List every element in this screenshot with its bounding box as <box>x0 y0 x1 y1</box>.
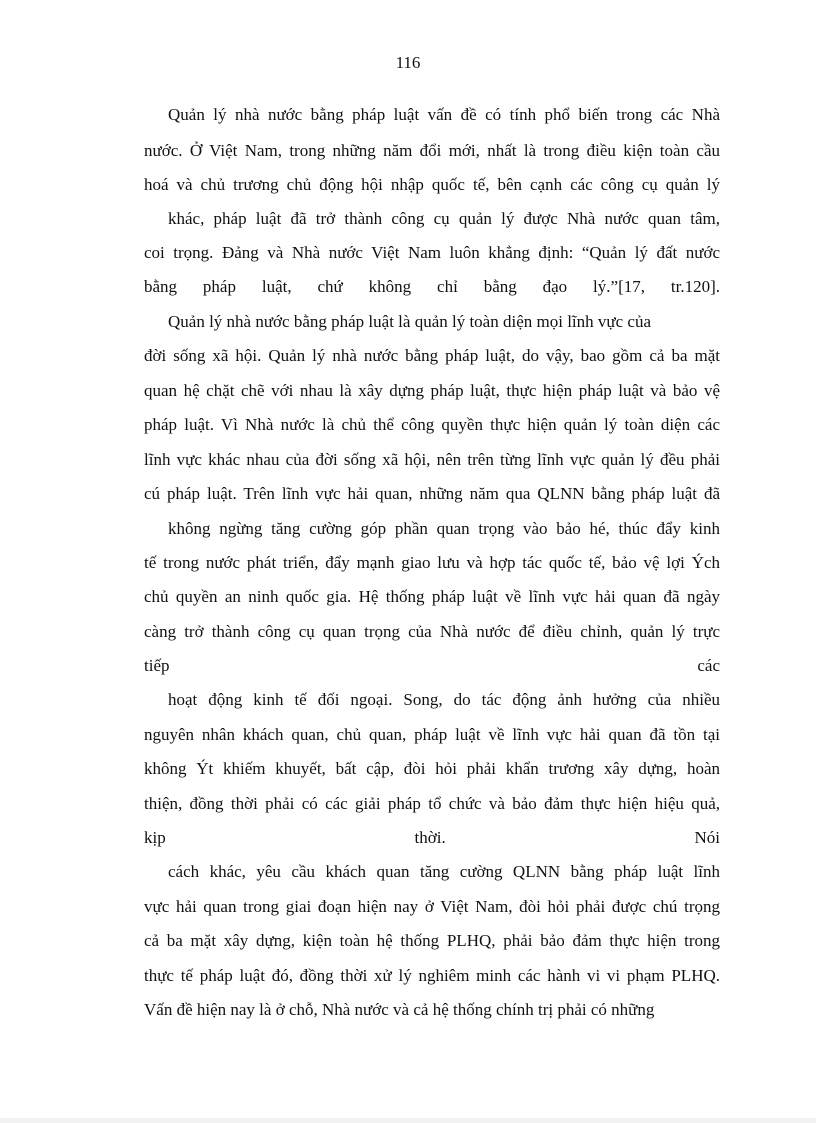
text-line: thực tế pháp luật đó, đồng thời xử lý nghiêm minh các hành vi vi phạm PLHQ. <box>144 966 720 985</box>
text-line: cú pháp luật. Trên lĩnh vực hải quan, những năm qua QLNN bằng pháp luật đã <box>144 484 720 503</box>
text-line: khác, pháp luật đã trở thành công cụ quản lý được Nhà nước quan tâm, <box>168 209 720 228</box>
text-line: pháp luật. Vì Nhà nước là chủ thể công quyền thực hiện quản lý toàn diện các <box>144 415 720 434</box>
text-line: kịp thời. Nói <box>144 828 720 847</box>
text-line: thiện, đồng thời phải có các giải pháp tổ chức và bảo đảm thực hiện hiệu quả, <box>144 794 720 813</box>
text-line: lĩnh vực khác nhau của đời sống xã hội, nên trên từng lĩnh vực quản lý đều phải <box>144 450 720 469</box>
text-line: cả ba mặt xây dựng, kiện toàn hệ thống PLHQ, phải bảo đảm thực hiện trong <box>144 931 720 950</box>
text-line: Quản lý nhà nước bằng pháp luật vấn đề có tính phổ biến trong các Nhà <box>168 105 720 124</box>
text-line: cách khác, yêu cầu khách quan tăng cường QLNN bằng pháp luật lĩnh <box>168 862 720 881</box>
text-line: tiếp các <box>144 656 720 675</box>
text-line: nguyên nhân khách quan, chủ quan, pháp luật về lĩnh vực hải quan đã tồn tại <box>144 725 720 744</box>
text-line: Quản lý nhà nước bằng pháp luật là quản lý toàn diện mọi lĩnh vực của <box>168 312 651 331</box>
text-line: hoá và chủ trương chủ động hội nhập quốc tế, bên cạnh các công cụ quản lý <box>144 175 720 194</box>
text-line: chủ quyền an ninh quốc gia. Hệ thống pháp luật về lĩnh vực hải quan đã ngày <box>144 587 720 606</box>
text-line: bằng pháp luật, chứ không chỉ bằng đạo lý.”[17, tr.120]. <box>144 277 720 296</box>
text-line: đời sống xã hội. Quản lý nhà nước bằng pháp luật, do vậy, bao gồm cả ba mặt <box>144 346 720 365</box>
text-line: càng trở thành công cụ quan trọng của Nhà nước để điều chỉnh, quản lý trực <box>144 622 720 641</box>
text-line: nước. Ở Việt Nam, trong những năm đổi mới, nhất là trong điều kiện toàn cầu <box>144 141 720 160</box>
text-line: vực hải quan trong giai đoạn hiện nay ở Việt Nam, đòi hỏi phải được chú trọng <box>144 897 720 916</box>
text-line: không ngừng tăng cường góp phần quan trọng vào bảo hé, thúc đẩy kinh <box>168 519 720 538</box>
text-line: Vấn đề hiện nay là ở chỗ, Nhà nước và cả hệ thống chính trị phải có những <box>144 1000 655 1019</box>
text-line: quan hệ chặt chẽ với nhau là xây dựng pháp luật, thực hiện pháp luật và bảo vệ <box>144 381 720 400</box>
text-line: không Ýt khiếm khuyết, bất cập, đòi hỏi phải khẩn trương xây dựng, hoàn <box>144 759 720 778</box>
text-line: hoạt động kinh tế đối ngoại. Song, do tác động ảnh hưởng của nhiều <box>168 690 720 709</box>
text-line: tế trong nước phát triển, đẩy mạnh giao lưu và hợp tác quốc tế, bảo vệ lợi Ých <box>144 553 720 572</box>
page-number: 116 <box>395 53 421 72</box>
text-line: coi trọng. Đảng và Nhà nước Việt Nam luôn khẳng định: “Quản lý đất nước <box>144 243 720 262</box>
page-bottom-edge <box>0 1118 816 1123</box>
